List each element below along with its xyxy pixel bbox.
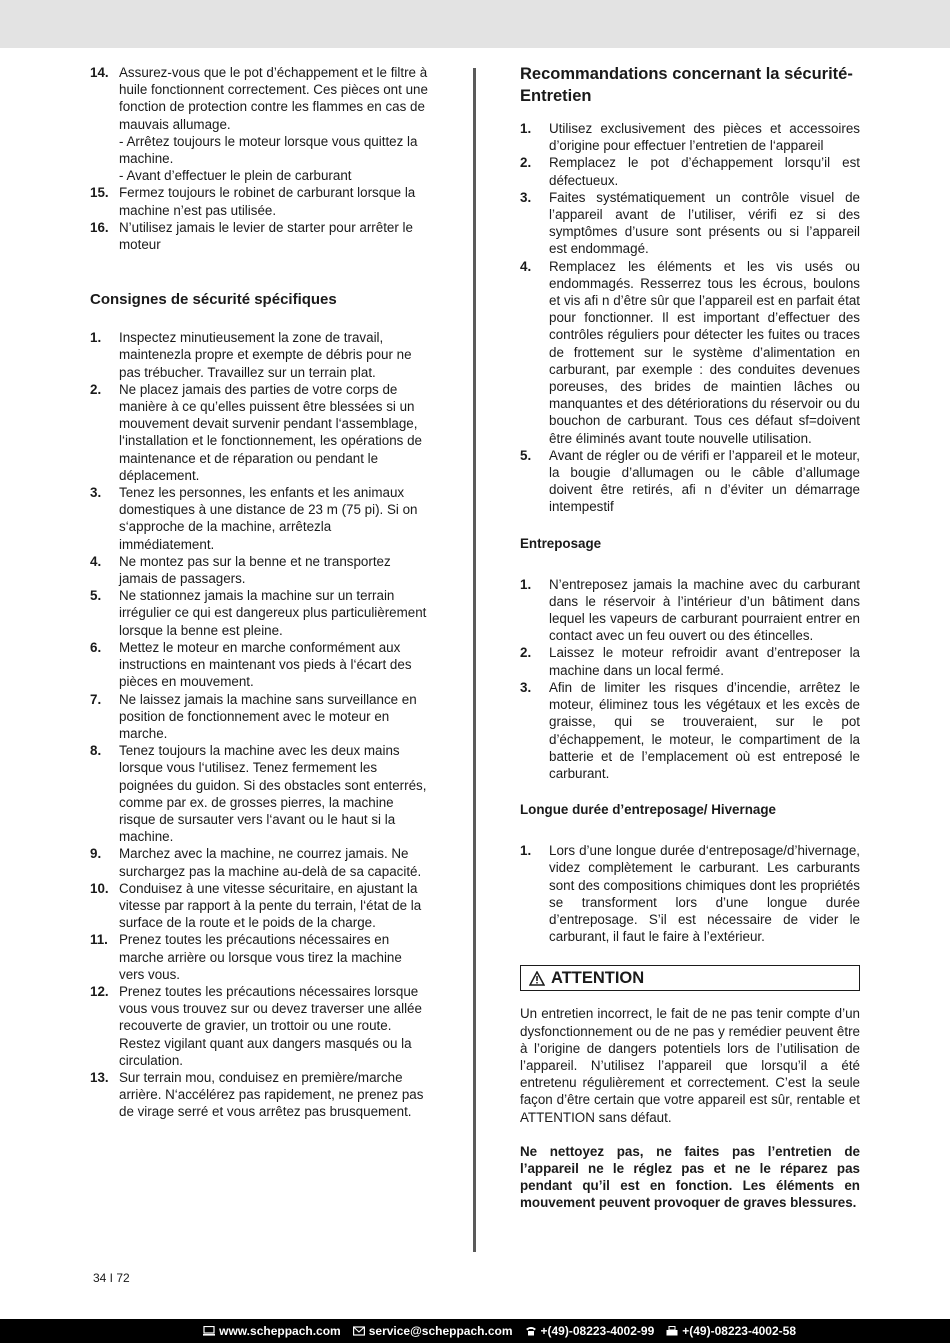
item-number: 1. xyxy=(90,330,102,346)
item-number: 6. xyxy=(90,639,102,655)
item-number: 5. xyxy=(90,588,102,604)
list-item xyxy=(90,219,430,253)
general-safety-list xyxy=(90,64,430,253)
item-text: N’entreposez jamais la machine avec du carburant dans le réservoir à l’intérieur d’un bâtiment dans lequel les vapeurs de carburant pourraient entrer en contact avec un feu ouvert ou des étincelles. xyxy=(549,576,860,644)
footer-fax[interactable]: +(49)-08223-4002-58 xyxy=(666,1324,796,1338)
item-number: 14. xyxy=(90,65,109,80)
item-text: Faites systématiquement un contrôle visuel de l’appareil avant de l’utiliser, vérifi ez si des symptômes d’usure sont présents ou si l’appareil est endommagé. xyxy=(549,189,860,257)
item-number: 11. xyxy=(90,932,108,948)
attention-text: Un entretien incorrect, le fait de ne pas tenir compte d’un dysfonctionnement ou de ne pas y remédier peuvent être à l’origine de dangers potentiels lors de l’utilisation de l’appareil. N’utilisez l’appareil que lorsqu’il a été entretenu régulièrement et correctement. C’est la seule façon d’être certain que votre appareil est sûr, rentable et ATTENTION sans défaut. xyxy=(520,1006,860,1125)
item-text: N’utilisez jamais le levier de starter pour arrêter le moteur xyxy=(119,219,413,253)
item-number: 7. xyxy=(90,691,102,707)
list-item xyxy=(90,931,430,983)
item-text: Assurez-vous que le pot d’échappement et le filtre à huile fonctionnent correctement. Ces pièces ont une fonction de protection contre les flammes en cas de mauvais allumage. xyxy=(119,65,428,132)
list-item xyxy=(520,644,860,678)
item-number: 13. xyxy=(90,1069,109,1085)
storage-list xyxy=(520,576,860,782)
list-item xyxy=(90,381,430,484)
list-item xyxy=(520,842,860,945)
item-text: Utilisez exclusivement des pièces et accessoires d’origine pour effectuer l’entretien de l‘appareil xyxy=(549,121,860,154)
item-text: Conduisez à une vitesse sécuritaire, en ajustant la vitesse par rapport à la pente du terrain, l‘état de la surface de la route et le poids de la charge. xyxy=(119,880,422,931)
item-text: Tenez les personnes, les enfants et les animaux domestiques à une distance de 23 m (75 pi). Si on s‘approche de la machine, arrêtezla immédiatement. xyxy=(119,485,418,552)
footer-bar xyxy=(0,1319,950,1343)
list-item xyxy=(520,576,860,645)
left-column xyxy=(90,64,430,1121)
list-item xyxy=(90,1069,430,1121)
list-item xyxy=(90,983,430,1069)
footer-website[interactable]: www.scheppach.com xyxy=(203,1324,341,1338)
item-number: 2. xyxy=(90,381,102,397)
list-item xyxy=(90,184,430,218)
item-text: Remplacez le pot d’échappement lorsqu’il est défectueux. xyxy=(549,155,860,188)
long-storage-list xyxy=(520,842,860,945)
item-text: Marchez avec la machine, ne courrez jamais. Ne surchargez pas la machine au-delà de sa capacité. xyxy=(119,846,422,879)
item-text: Sur terrain mou, conduisez en première/marche arrière. N‘accélérez pas rapidement, ne prenez pas de virage serré et vous arrêtez pas brusquement. xyxy=(119,1069,424,1120)
warning-triangle-icon xyxy=(529,971,545,986)
list-item xyxy=(90,742,430,845)
item-number: 2. xyxy=(520,155,532,171)
item-text: Remplacez les éléments et les vis usés ou endommagés. Resserrez tous les écrous, boulons et vis afi n d’être sûr que l’appareil est en parfait état pour fonctionner. Il est important d’effectuer des contrôles réguliers pour détecter les fuites ou traces de frottement sur le système d’alimentation en carburant, par exemple : des conduites devenues poreuses, des brides de maintien lâches ou manquantes et des détériorations du réservoir ou du bouchon de carburant. Tous ces défaut sf=doivent être éliminés avant toute nouvelle utilisation. xyxy=(549,258,860,446)
page-number: 34 I 72 xyxy=(93,1271,130,1285)
list-item xyxy=(90,484,430,553)
computer-icon xyxy=(203,1326,215,1336)
warning-bold-text: Ne nettoyez pas, ne faites pas l’entretien de l’appareil ne le réglez pas et ne le réparez pas pendant qu’il est en fonction. Les éléments en mouvement peuvent provoquer de graves blessures. xyxy=(520,1143,860,1211)
list-item xyxy=(520,258,860,447)
header-band xyxy=(0,0,950,48)
section-title-maintenance: Recommandations concernant la sécurité-Entretien xyxy=(520,65,853,105)
item-text: Inspectez minutieusement la zone de travail, maintenezla propre et exempte de débris pour ne pas trébucher. Travaillez sur un terrain plat. xyxy=(119,330,412,380)
list-item xyxy=(90,329,430,381)
item-text: Ne placez jamais des parties de votre corps de manière à ce qu’elles puissent être blessées si un mouvement devait survenir pendant l‘assemblage, l‘installation et le fonctionnement, les opérations de maintenance et de réparation ou pendant le déplacement. xyxy=(119,381,422,483)
item-text: Prenez toutes les précautions nécessaires lorsque vous vous trouvez sur ou devez traverser une allée recouverte de gravier, un trottoir ou une route. Restez vigilant quant aux dangers masqués ou la circulation. xyxy=(119,983,422,1068)
item-text: Prenez toutes les précautions nécessaires en marche arrière ou lorsque vous tirez la machine vers vous. xyxy=(119,932,402,982)
item-number: 4. xyxy=(90,553,102,569)
footer-email[interactable]: service@scheppach.com xyxy=(353,1324,513,1338)
list-item xyxy=(90,639,430,691)
list-item xyxy=(520,447,860,516)
item-text: Tenez toujours la machine avec les deux mains lorsque vous l‘utilisez. Tenez fermement les poignées du guidon. Si des obstacles sont enterrés, comme par ex. de grosses pierres, la machine risque de sursauter vers l‘avant ou le haut si la machine. xyxy=(119,743,427,845)
item-number: 1. xyxy=(520,121,532,136)
item-number: 3. xyxy=(90,485,102,501)
list-item xyxy=(520,679,860,782)
footer-phone[interactable]: +(49)-08223-4002-99 xyxy=(525,1324,655,1338)
list-item xyxy=(90,587,430,639)
item-text: Fermez toujours le robinet de carburant lorsque la machine n’est pas utilisée. xyxy=(119,185,416,218)
list-item xyxy=(520,189,860,258)
item-text: Laissez le moteur refroidir avant d’entreposer la machine dans un local fermé. xyxy=(549,645,860,678)
list-item xyxy=(90,553,430,587)
list-item xyxy=(90,845,430,879)
list-item xyxy=(90,880,430,932)
section-title-long-storage: Longue durée d’entreposage/ Hivernage xyxy=(520,802,776,818)
item-text: Ne montez pas sur la benne et ne transportez jamais de passagers. xyxy=(119,553,391,587)
maintenance-list xyxy=(520,120,860,516)
list-item xyxy=(90,64,430,184)
section-title-storage: Entreposage xyxy=(520,535,602,551)
item-text: Ne laissez jamais la machine sans surveillance en position de fonctionnement avec le moteur en marche. xyxy=(119,691,417,741)
item-text: Lors d’une longue durée d‘entreposage/d’hivernage, videz complètement le carburant. Les carburants sont des compositions chimiques dont les propriétés se transforment lors d’une longue durée d’entreposage. S’il est nécessaire de vider le carburant, il faut le faire à l’extérieur. xyxy=(549,843,860,945)
item-number: 5. xyxy=(520,447,532,463)
item-text: Avant de régler ou de vérifi er l’appareil et le moteur, la bougie d’allumagen ou le câble d’allumage doivent être retirés, afi n d’éviter un démarrage intempestif xyxy=(549,447,860,515)
item-number: 12. xyxy=(90,983,109,999)
item-number: 16. xyxy=(90,219,109,235)
item-number: 1. xyxy=(520,576,532,592)
section-title-specific: Consignes de sécurité spécifiques xyxy=(90,291,337,309)
item-number: 9. xyxy=(90,846,102,862)
item-number: 15. xyxy=(90,185,109,201)
list-item xyxy=(90,691,430,743)
attention-box xyxy=(520,965,860,991)
item-text: Mettez le moteur en marche conformément aux instructions en maintenant vos pieds à l‘écart des pièces en mouvement. xyxy=(119,639,412,690)
column-divider xyxy=(473,68,476,1252)
item-number: 10. xyxy=(90,880,109,896)
item-number: 1. xyxy=(520,843,532,859)
item-number: 8. xyxy=(90,743,102,759)
right-column xyxy=(520,64,860,1212)
specific-safety-list xyxy=(90,329,430,1120)
attention-label: ATTENTION xyxy=(551,968,645,987)
list-item xyxy=(520,154,860,188)
phone-icon xyxy=(525,1326,537,1336)
item-text: Ne stationnez jamais la machine sur un terrain irrégulier ce qui est dangereux plus particulièrement lorsque la benne est pleine. xyxy=(119,588,427,638)
item-text: - Arrêtez toujours le moteur lorsque vous quittez la machine. xyxy=(119,133,418,167)
item-number: 2. xyxy=(520,645,532,661)
list-item xyxy=(520,120,860,154)
envelope-icon xyxy=(353,1326,365,1336)
item-text: Afin de limiter les risques d’incendie, arrêtez le moteur, éliminez tous les végétaux et les excès de graisse, qui se trouveraient, sur le pot d’échappement, le moteur, le compartiment de la batterie et de l’emplacement où est entreposé le carburant. xyxy=(549,679,860,781)
item-number: 3. xyxy=(520,679,532,695)
item-text: - Avant d’effectuer le plein de carburant xyxy=(119,168,352,184)
fax-icon xyxy=(666,1326,678,1336)
item-number: 3. xyxy=(520,189,532,205)
item-number: 4. xyxy=(520,258,532,274)
